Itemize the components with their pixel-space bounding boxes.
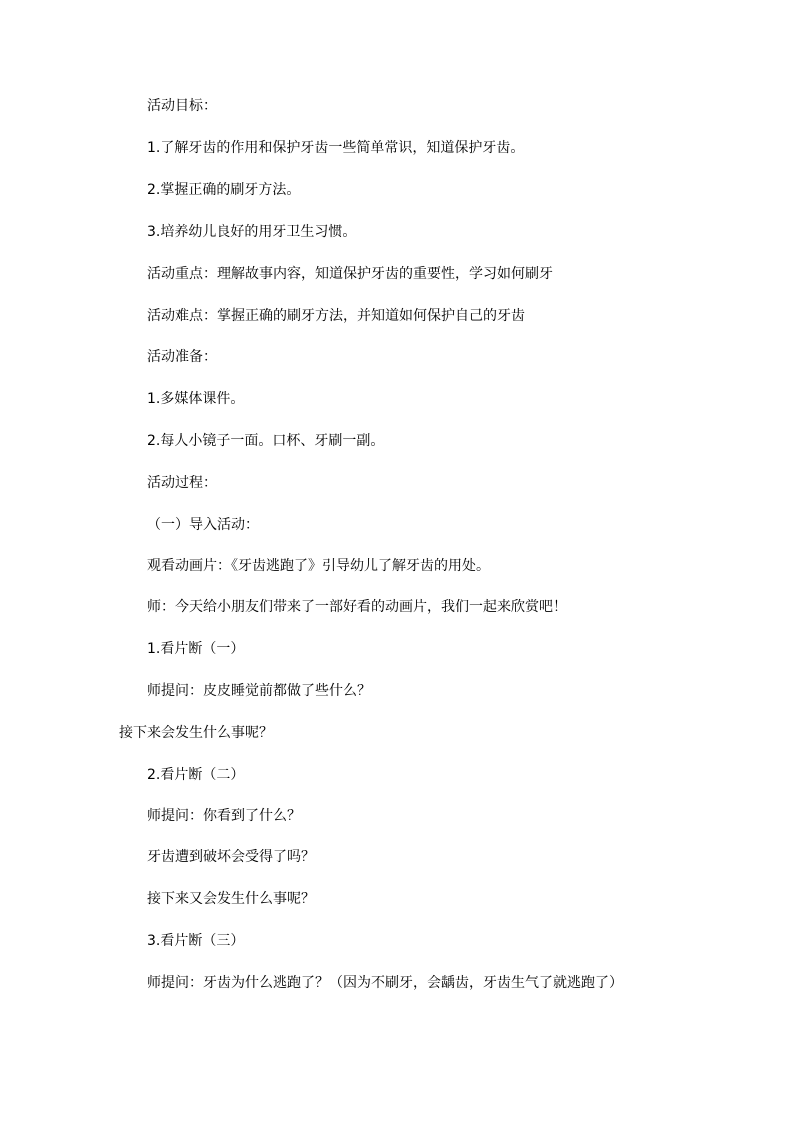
paragraph: 观看动画片：《牙齿逃跑了》引导幼儿了解牙齿的用处。 <box>147 558 490 574</box>
heading-process: 活动过程： <box>147 475 217 491</box>
prep-item-2: 2.每人小镜子一面。口杯、牙刷一副。 <box>147 433 385 449</box>
section-intro: （一）导入活动： <box>147 517 259 533</box>
paragraph: 师提问：你看到了什么？ <box>147 808 301 824</box>
clip-item-1: 1.看片断（一） <box>147 641 245 657</box>
clip-item-2: 2.看片断（二） <box>147 767 245 783</box>
clip-item-3: 3.看片断（三） <box>147 933 245 949</box>
goal-item-1: 1.了解牙齿的作用和保护牙齿一些简单常识，知道保护牙齿。 <box>147 140 525 156</box>
key-point-line: 活动重点：理解故事内容，知道保护牙齿的重要性，学习如何刷牙 <box>147 266 553 282</box>
prep-item-1: 1.多媒体课件。 <box>147 391 245 407</box>
heading-preparation: 活动准备： <box>147 349 217 365</box>
goal-item-3: 3.培养幼儿良好的用牙卫生习惯。 <box>147 224 357 240</box>
goal-item-2: 2.掌握正确的刷牙方法。 <box>147 182 301 198</box>
paragraph: 师：今天给小朋友们带来了一部好看的动画片，我们一起来欣赏吧！ <box>147 599 567 615</box>
paragraph: 接下来会发生什么事呢？ <box>119 725 273 741</box>
paragraph: 师提问：皮皮睡觉前都做了些什么？ <box>147 683 371 699</box>
difficulty-line: 活动难点：掌握正确的刷牙方法，并知道如何保护自己的牙齿 <box>147 308 525 324</box>
paragraph: 接下来又会发生什么事呢？ <box>147 891 315 907</box>
paragraph: 牙齿遭到破坏会受得了吗？ <box>147 849 315 865</box>
paragraph: 师提问：牙齿为什么逃跑了？（因为不刷牙，会龋齿，牙齿生气了就逃跑了） <box>147 975 623 991</box>
heading-activity-goals: 活动目标： <box>147 98 217 114</box>
